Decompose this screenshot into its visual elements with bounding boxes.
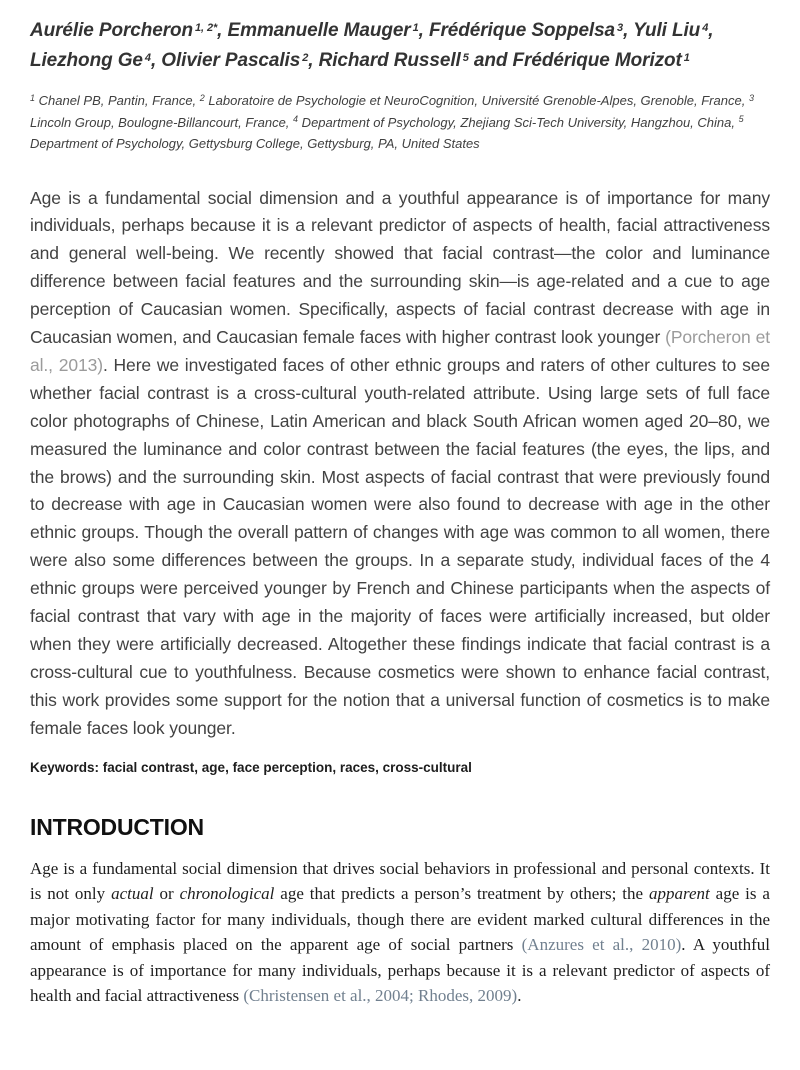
- text-run: , Yuli Liu: [623, 20, 701, 41]
- superscript-marker: 1: [30, 92, 36, 103]
- text-run: , Frédérique Soppelsa: [418, 20, 616, 41]
- citation-link[interactable]: (Porcheron et al., 2013): [30, 327, 771, 375]
- text-run: Laboratoire de Psychologie et NeuroCognition, Université Grenoble-Alpes, Grenoble, France,: [204, 93, 749, 108]
- superscript-marker: 2: [199, 92, 205, 103]
- text-run: Department of Psychology, Zhejiang Sci-Tech University, Hangzhou, China,: [298, 114, 739, 130]
- superscript-marker: 4: [293, 114, 299, 125]
- superscript-marker: 5: [462, 52, 469, 65]
- superscript-marker: 1: [683, 52, 690, 65]
- superscript-marker: 2: [302, 52, 309, 65]
- keywords-line: Keywords: facial contrast, age, face perception, races, cross-cultural: [30, 759, 472, 775]
- superscript-marker: 4: [144, 52, 151, 65]
- text-run: age that predicts a person’s treatment by others; the: [274, 884, 649, 904]
- introduction-paragraph: [30, 856, 770, 1009]
- text-run: .: [517, 986, 522, 1006]
- superscript-marker: 4: [702, 22, 709, 35]
- superscript-marker: 5: [738, 114, 744, 125]
- text-run: Chanel PB, Pantin, France,: [35, 93, 200, 108]
- text-run: chronological: [179, 884, 275, 904]
- text-run: , Richard Russell: [308, 50, 461, 71]
- author-list: [30, 17, 770, 77]
- text-run: , Emmanuelle Mauger: [217, 20, 411, 41]
- text-run: apparent: [648, 884, 710, 904]
- text-run: age is a major motivating factor for many individuals, though there are evident marked cultural differences in the amount of emphasis placed on the apparent age of social partners: [30, 884, 770, 955]
- text-run: Age is a fundamental social dimension and a youthful appearance is of importance for many individuals, perhaps because it is a relevant predictor of aspects of health, facial attractiveness and general well-being. We recently showed that facial contrast—the color and luminance difference between facial features and the surrounding skin—is age-related and a cue to age perception of Caucasian women. Specifically, aspects of facial contrast decrease with age in Caucasian women, and Caucasian female faces with higher contrast look younger: [30, 187, 770, 348]
- superscript-marker: 1: [412, 22, 419, 35]
- text-run: Aurélie Porcheron: [30, 20, 194, 41]
- superscript-marker: 1, 2*: [195, 22, 218, 35]
- text-run: Department of Psychology, Gettysburg College, Gettysburg, PA, United States: [30, 136, 480, 151]
- text-run: actual: [111, 884, 154, 904]
- text-run: and Frédérique Morizot: [468, 50, 682, 71]
- text-run: Liezhong Ge: [30, 50, 143, 71]
- text-run: Lincoln Group, Boulogne-Billancourt, France,: [30, 114, 294, 130]
- citation-link[interactable]: (Anzures et al., 2010): [521, 935, 682, 955]
- superscript-marker: 3: [617, 22, 624, 35]
- text-run: . A youthful appearance is of importance for many individuals, perhaps because it is a relevant predictor of aspects of health and facial attractiveness: [30, 935, 770, 1006]
- abstract-text: [30, 185, 770, 743]
- text-run: ,: [708, 20, 714, 41]
- text-run: or: [153, 884, 180, 904]
- text-run: . Here we investigated faces of other ethnic groups and raters of other cultures to see whether facial contrast is a cross-cultural youth-related attribute. Using large sets of full face color photographs of Chinese, Latin American and black South African women aged 20–80, we measured the luminance and color contrast between the facial features (the eyes, the lips, and the brows) and the surrounding skin. Most aspects of facial contrast that were previously found to decrease with age in Caucasian women were also found to decrease with age in the other ethnic groups. Though the overall pattern of changes with age was common to all women, there were also some differences between the groups. In a separate study, individual faces of the 4 ethnic groups were perceived younger by French and Chinese participants when the aspects of facial contrast that vary with age in the majority of faces were artificially increased, but older when they were artificially decreased. Altogether these findings indicate that facial contrast is a cross-cultural cue to youthfulness. Because cosmetics were shown to enhance facial contrast, this work provides some support for the notion that a universal function of cosmetics is to make female faces look younger.: [30, 354, 770, 738]
- citation-link[interactable]: (Christensen et al., 2004; Rhodes, 2009): [243, 986, 518, 1006]
- text-run: , Olivier Pascalis: [150, 50, 301, 71]
- text-run: Age is a fundamental social dimension that drives social behaviors in professional and personal contexts. It is not only: [30, 858, 770, 904]
- section-heading-introduction: INTRODUCTION: [30, 813, 204, 840]
- superscript-marker: 3: [748, 92, 754, 103]
- affiliations: [30, 91, 770, 154]
